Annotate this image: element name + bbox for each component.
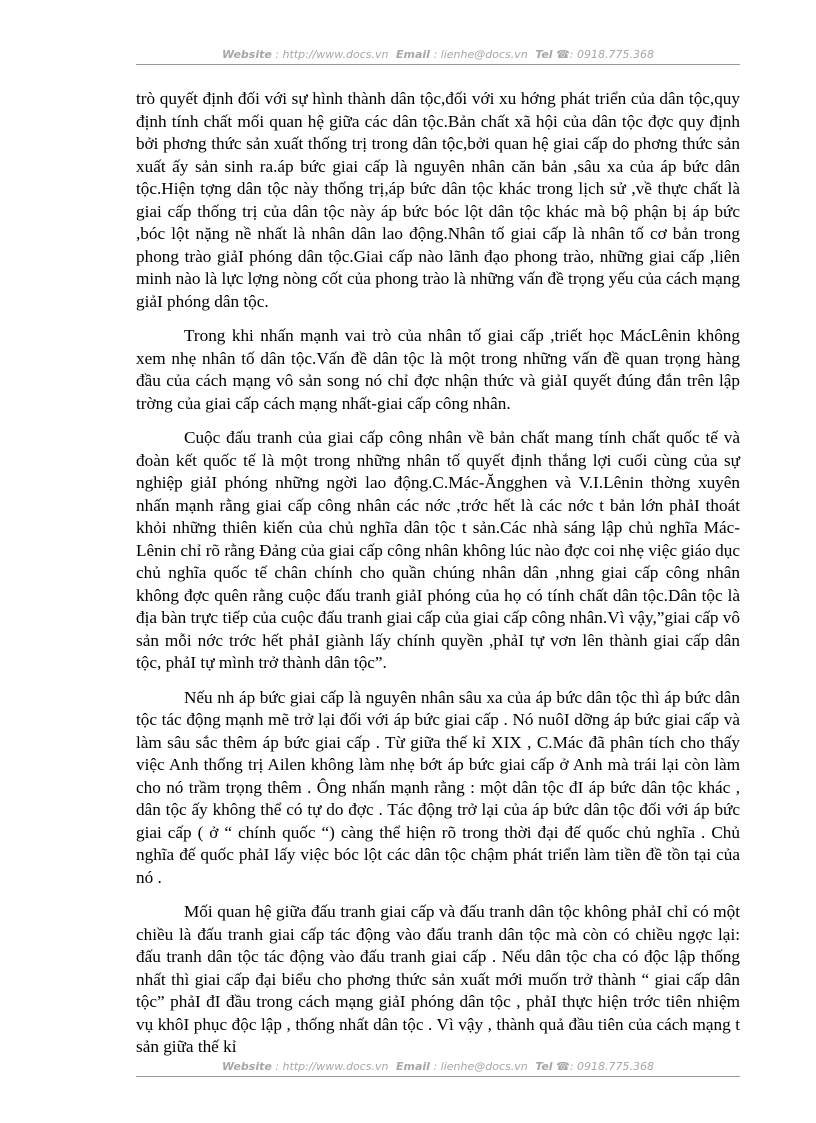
footer-tel-label: Tel [535, 1060, 553, 1073]
header-tel-label: Tel [535, 48, 553, 61]
paragraph-3: Cuộc đấu tranh của giai cấp công nhân về bản chất mang tính chất quốc tế và đoàn kết quốc tế là một trong những nhân tố quyết định thắng lợi cuối cùng của sự nghiệp giảI phóng những ngời lao động.C.Mác-Ăngghen và V.I.Lênin thờng xuyên nhấn mạnh rằng giai cấp công nhân các nớc ,trớc hết là các nớc t bản lớn phảI thoát khỏi những thiên kiến của chủ nghĩa dân tộc t sản.Các nhà sáng lập chủ nghĩa Mác-Lênin chỉ rõ rằng Đảng của giai cấp công nhân không lúc nào đợc coi nhẹ việc giáo dục chủ nghĩa quốc tế chân chính cho quần chúng nhân dân ,nhng giai cấp công nhân không đợc quên rằng cuộc đấu tranh giảI phóng của họ có tính chất dân tộc.Dân tộc là địa bàn trực tiếp của cuộc đấu tranh giai cấp của giai cấp công nhân.Vì vậy,”giai cấp vô sản mỗi nớc trớc hết phảI giành lấy chính quyền ,phảI tự vơn lên thành giai cấp dân tộc, phảI tự mình trở thành dân tộc”. [136, 428, 740, 672]
header-website-value: : http://www.docs.vn [275, 48, 389, 61]
header-email-label: Email [396, 48, 430, 61]
header-tel-value: : 0918.775.368 [569, 48, 654, 61]
footer-website-value: : http://www.docs.vn [275, 1060, 389, 1073]
page-header [136, 48, 740, 65]
phone-icon: ☎ [556, 1060, 570, 1073]
page-footer [136, 1060, 740, 1077]
header-email-value: : lienhe@docs.vn [433, 48, 528, 61]
footer-email-value: : lienhe@docs.vn [433, 1060, 528, 1073]
paragraph-5: Mối quan hệ giữa đấu tranh giai cấp và đấu tranh dân tộc không phảI chỉ có một chiều là đấu tranh giai cấp tác động vào đấu tranh dân tộc mà còn có chiều ngợc lại: đấu tranh dân tộc tác động vào đấu tranh giai cấp . Nếu dân tộc cha có độc lập thống nhất thì giai cấp đại biểu cho phơng thức sản xuất mới muốn trở thành “ giai cấp dân tộc” phảI đI đầu trong cách mạng giảI phóng dân tộc , phảI thực hiện trớc tiên nhiệm vụ khôI phục độc lập , thống nhất dân tộc . Vì vậy , thành quả đầu tiên của cách mạng t sản giữa thế kỉ [136, 902, 740, 1056]
paragraph-1: trò quyết định đối với sự hình thành dân tộc,đối với xu hớng phát triển của dân tộc,quy định tính chất mối quan hệ giữa các dân tộc.Bản chất xã hội của dân tộc đợc quy định bởi phơng thức sản xuất thống trị trong dân tộc,bởi quan hệ giai cấp do phơng thức sản xuất ấy sản sinh ra.áp bức giai cấp là nguyên nhân căn bản ,sâu xa của áp bức dân tộc.Hiện tợng dân tộc này thống trị,áp bức dân tộc khác trong lịch sử ,về thực chất là giai cấp thống trị của dân tộc này áp bức bóc lột dân tộc khác mà bộ phận bị áp bức ,bóc lột nặng nề nhất là nhân dân lao động.Nhân tố giai cấp là nhân tố cơ bản trong phong trào giảI phóng dân tộc.Giai cấp nào lãnh đạo phong trào, những giai cấp ,liên minh nào là lực lợng nòng cốt của phong trào là những vấn đề trọng yếu của cách mạng giảI phóng dân tộc. [136, 89, 740, 311]
footer-website-label: Website [222, 1060, 272, 1073]
header-website-label: Website [222, 48, 272, 61]
footer-tel-value: : 0918.775.368 [569, 1060, 654, 1073]
paragraph-4: Nếu nh áp bức giai cấp là nguyên nhân sâu xa của áp bức dân tộc thì áp bức dân tộc tác động mạnh mẽ trở lại đối với áp bức giai cấp . Nó nuôI dỡng áp bức giai cấp và làm sâu sắc thêm áp bức giai cấp . Từ giữa thế kỉ XIX , C.Mác đã phân tích cho thấy việc Anh thống trị Ailen không làm nhẹ bớt áp bức giai cấp ở Anh mà trái lại còn làm cho nó trầm trọng thêm . Ông nhấn mạnh rằng : một dân tộc đI áp bức dân tộc khác , dân tộc ấy không thể có tự do đợc . Tác động trở lại của áp bức dân tộc đối với áp bức giai cấp ( ở “ chính quốc “) càng thể hiện rõ trong thời đại đế quốc chủ nghĩa . Chủ nghĩa đế quốc phảI lấy việc bóc lột các dân tộc chậm phát triển làm tiền đề tồn tại của nó . [136, 687, 740, 887]
document-body [136, 88, 740, 1071]
phone-icon: ☎ [556, 48, 570, 61]
footer-email-label: Email [396, 1060, 430, 1073]
paragraph-2: Trong khi nhấn mạnh vai trò của nhân tố giai cấp ,triết học MácLênin không xem nhẹ nhân tố dân tộc.Vấn đề dân tộc là một trong những vấn đề quan trọng hàng đầu của cách mạng vô sản song nó chỉ đợc nhận thức và giảI quyết đúng đắn trên lập trờng của giai cấp cách mạng nhất-giai cấp công nhân. [136, 326, 740, 413]
